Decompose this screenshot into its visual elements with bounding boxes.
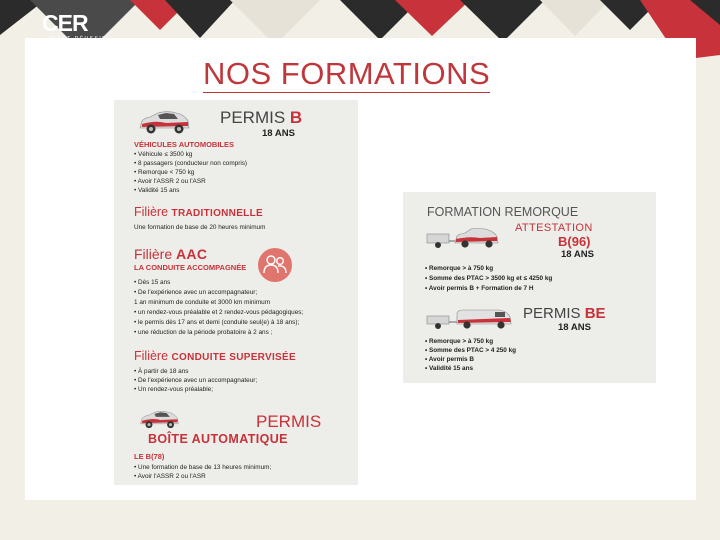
permis-be-heading-prefix: PERMIS — [523, 305, 581, 322]
list-item: • Avoir l'ASSR 2 ou l'ASR — [134, 178, 206, 185]
filiere-traditionnelle-heading — [134, 205, 263, 219]
list-item: • Un rendez-vous préalable; — [134, 386, 213, 393]
filiere-name: CONDUITE SUPERVISÉE — [171, 352, 296, 363]
formation-remorque-panel — [403, 192, 656, 383]
list-item: • Avoir l'ASSR 2 ou l'ASR — [134, 473, 206, 480]
cer-logo — [42, 12, 128, 50]
formation-remorque-heading: FORMATION REMORQUE — [427, 205, 579, 219]
list-item: • Remorque < 750 kg — [134, 169, 195, 176]
list-item: • un rendez-vous préalable et 2 rendez-vous pédagogiques; — [134, 309, 304, 316]
permis-boite-auto-code: LE B(78) — [134, 452, 165, 461]
page-title: NOS FORMATIONS — [203, 56, 491, 91]
list-item: • Avoir permis B + Formation de 7 H — [425, 285, 534, 292]
permis-b-age: 18 ANS — [262, 128, 295, 139]
filiere-prefix: Filière — [134, 205, 169, 219]
filiere-traditionnelle-text: Une formation de base de 20 heures minimum — [134, 224, 266, 231]
car-icon — [136, 410, 182, 430]
permis-boite-auto-heading-1: PERMIS — [256, 412, 322, 431]
list-item: • une réduction de la période probatoire à 2 ans ; — [134, 329, 273, 336]
list-item: • De l'expérience avec un accompagnateur; — [134, 377, 258, 384]
list-item: • Validité 15 ans — [134, 187, 180, 194]
list-item: • 8 passagers (conducteur non compris) — [134, 160, 248, 167]
list-item: • À partir de 18 ans — [134, 368, 189, 375]
filiere-prefix: Filière — [134, 246, 173, 262]
people-icon — [258, 248, 292, 282]
list-item: • De l'expérience avec un accompagnateur; — [134, 289, 258, 296]
permis-b-heading-letter: B — [289, 108, 303, 127]
list-item: • Dès 15 ans — [134, 279, 171, 286]
list-item: • Une formation de base de 13 heures minimum; — [134, 464, 272, 471]
logo-tagline: C'EST RÉUSSIR — [50, 36, 108, 42]
car-with-trailer-icon — [425, 226, 501, 250]
list-item: • Véhicule ≤ 3500 kg — [134, 151, 193, 158]
filiere-name: AAC — [176, 246, 208, 262]
filiere-aac-heading — [134, 246, 207, 262]
permis-b-heading-prefix: PERMIS — [220, 108, 286, 127]
list-item: • le permis dès 17 ans et demi (conduite seul(e) à 18 ans); — [134, 319, 300, 326]
filiere-aac-subtitle: LA CONDUITE ACCOMPAGNÉE — [134, 263, 247, 272]
list-item: • Somme des PTAC > 4 250 kg — [425, 347, 517, 354]
car-icon — [136, 110, 192, 136]
permis-be-age: 18 ANS — [558, 322, 591, 333]
remorque-code: B(96) — [558, 234, 591, 249]
list-item: • Validité 15 ans — [425, 365, 474, 372]
filiere-supervisee-heading — [134, 349, 296, 363]
logo-mark: CER — [42, 10, 88, 36]
remorque-age: 18 ANS — [561, 249, 594, 260]
van-with-trailer-icon — [425, 307, 515, 331]
list-item: • Remorque > à 750 kg — [425, 265, 494, 272]
permis-be-heading — [523, 305, 606, 322]
permis-boite-auto-heading-2: BOÎTE AUTOMATIQUE — [148, 432, 288, 446]
filiere-name: TRADITIONNELLE — [171, 208, 263, 219]
list-item: • Avoir permis B — [425, 356, 474, 363]
list-item: • Somme des PTAC > 3500 kg et ≤ 4250 kg — [425, 275, 553, 282]
list-item: • Remorque > à 750 kg — [425, 338, 494, 345]
permis-b-panel — [114, 100, 358, 485]
attestation-label: ATTESTATION — [515, 222, 593, 234]
permis-b-heading — [220, 108, 302, 128]
filiere-prefix: Filière — [134, 349, 169, 363]
list-item: 1 an minimum de conduite et 3000 km minimum — [134, 299, 271, 306]
permis-be-heading-letter: BE — [584, 305, 606, 322]
permis-b-category: VÉHICULES AUTOMOBILES — [134, 140, 235, 149]
